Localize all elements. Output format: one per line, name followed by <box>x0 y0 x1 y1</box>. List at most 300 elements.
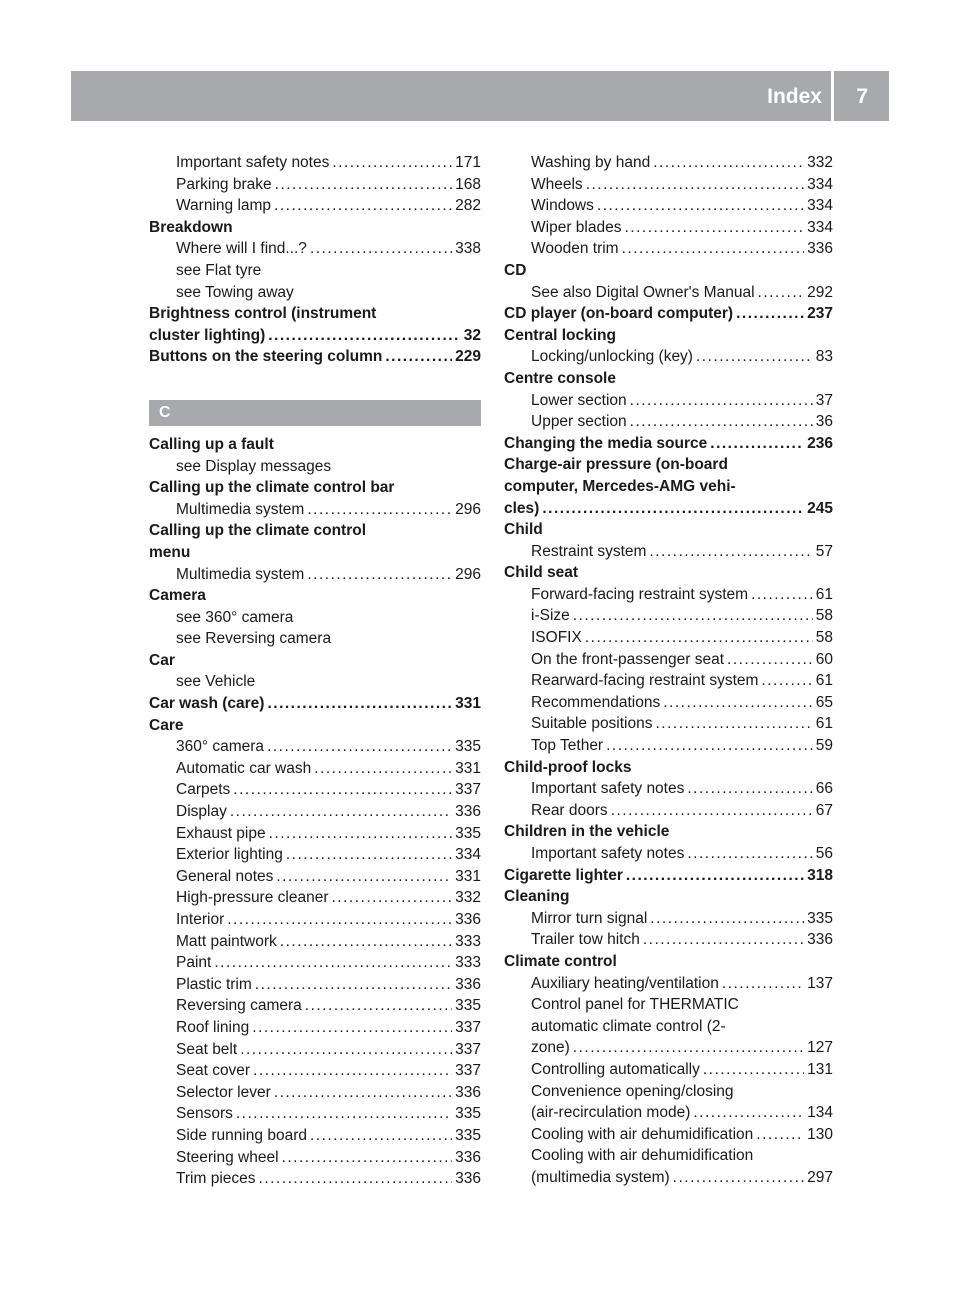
entry-text: Interior <box>176 911 225 928</box>
index-subentry-zone[interactable] <box>504 1037 833 1059</box>
entry-text: Charge-air pressure (on-board <box>504 456 728 474</box>
dot-leader <box>274 1082 452 1104</box>
dot-leader <box>227 909 452 931</box>
index-heading-charge-air-pressure-on-board <box>504 454 833 476</box>
page-reference[interactable]: 67 <box>815 801 833 819</box>
entry-text: Locking/unlocking (key) <box>531 348 693 366</box>
page-reference[interactable]: 332 <box>455 889 481 907</box>
page-reference[interactable]: 245 <box>807 499 833 517</box>
index-subentry-high-pressure-cleaner[interactable] <box>149 887 481 909</box>
dot-leader <box>259 1168 453 1190</box>
page-reference[interactable]: 56 <box>815 845 833 862</box>
page-reference[interactable]: 134 <box>807 1104 833 1122</box>
index-subentry-locking-unlocking-key[interactable] <box>504 346 833 368</box>
dot-leader <box>710 433 804 455</box>
page-reference[interactable]: 318 <box>807 866 833 884</box>
entry-text: menu <box>149 543 191 561</box>
index-subentry-windows[interactable] <box>504 195 833 217</box>
index-subentry-lower-section[interactable] <box>504 390 833 412</box>
entry-text: see 360° camera <box>176 608 294 626</box>
dot-leader <box>761 670 812 692</box>
index-heading-climate-control <box>504 951 833 973</box>
entry-text: see Vehicle <box>176 673 256 691</box>
entry-text: Trailer tow hitch <box>531 931 640 949</box>
entry-text: Climate control <box>504 952 617 970</box>
page-reference[interactable]: 333 <box>455 954 481 972</box>
page-reference[interactable]: 336 <box>807 931 833 949</box>
page-reference[interactable]: 336 <box>455 803 481 821</box>
entry-text: Trim pieces <box>176 1170 256 1188</box>
entry-text: see Reversing camera <box>176 630 332 648</box>
page-reference[interactable]: 61 <box>815 672 833 690</box>
index-heading-brightness-control-instrument <box>149 303 481 325</box>
index-subentry-restraint-system[interactable] <box>504 541 833 563</box>
index-subentry-automatic-climate-control-2 <box>504 1016 833 1038</box>
dot-leader <box>310 238 452 260</box>
page-reference[interactable]: 131 <box>807 1060 833 1078</box>
index-subentry-important-safety-notes[interactable] <box>504 843 833 865</box>
entry-text: cluster lighting) <box>149 326 266 344</box>
index-subentry-see-360-camera <box>149 607 481 629</box>
dot-leader <box>611 800 813 822</box>
page-reference[interactable]: 130 <box>807 1125 833 1143</box>
page-reference[interactable]: 66 <box>815 780 833 798</box>
entry-text: Upper section <box>531 413 627 431</box>
dot-leader <box>252 1017 452 1039</box>
index-subentry-recommendations[interactable] <box>504 692 833 714</box>
page-reference[interactable]: 296 <box>455 500 481 518</box>
entry-text: Automatic car wash <box>176 759 312 777</box>
page-reference[interactable]: 335 <box>455 824 481 842</box>
entry-text: see Towing away <box>176 283 294 301</box>
index-subentry-i-size[interactable] <box>504 605 833 627</box>
page-number: 7 <box>856 85 868 108</box>
entry-text: Parking brake <box>176 175 272 193</box>
index-subentry-on-the-front-passenger-seat[interactable] <box>504 649 833 671</box>
dot-leader <box>751 584 813 606</box>
index-subentry-reversing-camera[interactable] <box>149 995 481 1017</box>
dot-leader <box>332 152 452 174</box>
entry-text: Wheels <box>531 175 583 193</box>
entry-text: Important safety notes <box>176 154 330 171</box>
entry-text: Mirror turn signal <box>531 909 648 927</box>
dot-leader <box>214 952 452 974</box>
index-subentry-matt-paintwork[interactable] <box>149 931 481 953</box>
dot-leader <box>663 692 813 714</box>
index-heading-cd-player-on-board-computer[interactable] <box>504 303 833 325</box>
index-heading-calling-up-a-fault <box>149 434 481 456</box>
index-heading-menu <box>149 542 481 564</box>
entry-text: Carpets <box>176 781 231 799</box>
index-subentry-display[interactable] <box>149 801 481 823</box>
index-subentry-wheels[interactable] <box>504 174 833 196</box>
page-reference[interactable]: 236 <box>807 434 833 452</box>
entry-text: Calling up the climate control bar <box>149 479 395 497</box>
index-subentry-forward-facing-restraint-system[interactable] <box>504 584 833 606</box>
dot-leader <box>653 152 804 174</box>
dot-leader <box>267 736 452 758</box>
page-reference[interactable]: 297 <box>807 1168 833 1186</box>
index-subentry-360-camera[interactable] <box>149 736 481 758</box>
page-reference[interactable]: 333 <box>455 932 481 950</box>
index-subentry-auxiliary-heating-ventilation[interactable] <box>504 973 833 995</box>
entry-text: CD <box>504 261 527 279</box>
dot-leader <box>267 693 452 715</box>
entry-text: General notes <box>176 867 274 885</box>
page-reference[interactable]: 336 <box>455 975 481 993</box>
index-subentry-see-also-digital-owner-s-manual[interactable] <box>504 282 833 304</box>
index-subentry-top-tether[interactable] <box>504 735 833 757</box>
entry-text: Calling up the climate control <box>149 522 367 540</box>
index-subentry-convenience-opening-closing <box>504 1081 833 1103</box>
index-heading-breakdown <box>149 217 481 239</box>
index-heading-cigarette-lighter[interactable] <box>504 865 833 887</box>
index-subentry-seat-cover[interactable] <box>149 1060 481 1082</box>
entry-text: Child-proof locks <box>504 758 632 776</box>
entry-text: Cooling with air dehumidification <box>531 1125 754 1143</box>
dot-leader <box>585 627 813 649</box>
entry-text: Roof lining <box>176 1018 250 1036</box>
dot-leader <box>736 303 804 325</box>
index-subentry-washing-by-hand[interactable] <box>504 152 833 174</box>
entry-text: Recommendations <box>531 693 661 711</box>
entry-text: computer, Mercedes-AMG vehi- <box>504 477 736 495</box>
entry-text: see Display messages <box>176 457 332 475</box>
index-subentry-wiper-blades[interactable] <box>504 217 833 239</box>
index-subentry-see-reversing-camera <box>149 628 481 650</box>
entry-text: Child <box>504 521 543 539</box>
entry-text: Brightness control (instrument <box>149 305 377 323</box>
entry-text: Selector lever <box>176 1083 271 1101</box>
entry-text: Wooden trim <box>531 240 619 258</box>
page-reference[interactable]: 331 <box>455 759 481 777</box>
index-subentry-interior[interactable] <box>149 909 481 931</box>
page-reference[interactable]: 336 <box>807 240 833 258</box>
entry-text: Forward-facing restraint system <box>531 585 749 603</box>
entry-text: Exhaust pipe <box>176 824 266 842</box>
dot-leader <box>597 195 804 217</box>
index-subentry-selector-lever[interactable] <box>149 1082 481 1104</box>
index-subentry-rear-doors[interactable] <box>504 800 833 822</box>
entry-text: see Flat tyre <box>176 261 262 279</box>
page-reference[interactable]: 336 <box>455 1083 481 1101</box>
page-reference[interactable]: 36 <box>815 413 833 431</box>
entry-text: Calling up a fault <box>149 435 274 453</box>
index-heading-cleaning <box>504 886 833 908</box>
page-reference[interactable]: 332 <box>807 154 833 171</box>
page-reference[interactable]: 229 <box>455 348 481 366</box>
entry-text: Wiper blades <box>531 218 622 236</box>
page-reference[interactable]: 336 <box>455 911 481 928</box>
page-reference[interactable]: 335 <box>455 738 481 756</box>
index-column-left <box>149 152 481 1190</box>
entry-text: Top Tether <box>531 737 604 755</box>
dot-leader <box>626 865 804 887</box>
entry-text: Cleaning <box>504 888 570 906</box>
entry-text: Warning lamp <box>176 197 272 215</box>
page-reference[interactable]: 32 <box>463 326 481 344</box>
dot-leader <box>696 346 813 368</box>
index-subentry-air-recirculation-mode[interactable] <box>504 1102 833 1124</box>
dot-leader <box>385 346 452 368</box>
entry-text: i-Size <box>531 607 570 625</box>
index-subentry-see-display-messages <box>149 456 481 478</box>
entry-text: Central locking <box>504 326 616 344</box>
page-reference[interactable]: 59 <box>815 737 833 755</box>
entry-text: Lower section <box>531 391 627 409</box>
dot-leader <box>269 823 453 845</box>
entry-text: Steering wheel <box>176 1148 279 1166</box>
index-subentry-wooden-trim[interactable] <box>504 238 833 260</box>
page-reference[interactable]: 57 <box>815 542 833 560</box>
dot-leader <box>307 499 452 521</box>
page-reference[interactable]: 337 <box>455 781 481 799</box>
dot-leader <box>606 735 813 757</box>
dot-leader <box>693 1102 804 1124</box>
dot-leader <box>722 973 804 995</box>
entry-text: Seat belt <box>176 1040 238 1058</box>
entry-text: See also Digital Owner's Manual <box>531 283 755 301</box>
page-reference[interactable]: 336 <box>455 1170 481 1188</box>
entry-text: Rear doors <box>531 801 608 819</box>
page-reference[interactable]: 335 <box>455 1126 481 1144</box>
entry-text: CD player (on-board computer) <box>504 305 734 323</box>
index-subentry-isofix[interactable] <box>504 627 833 649</box>
index-heading-computer-mercedes-amg-vehi <box>504 476 833 498</box>
dot-leader <box>649 541 812 563</box>
index-heading-car <box>149 650 481 672</box>
entry-text: Sensors <box>176 1105 233 1123</box>
index-subentry-control-panel-for-thermatic <box>504 994 833 1016</box>
entry-text: Multimedia system <box>176 500 305 518</box>
index-subentry-see-towing-away <box>149 282 481 304</box>
entry-text: On the front-passenger seat <box>531 650 725 668</box>
entry-text: Auxiliary heating/ventilation <box>531 974 719 992</box>
page-reference[interactable]: 334 <box>807 197 833 215</box>
index-subentry-sensors[interactable] <box>149 1103 481 1125</box>
entry-text: Seat cover <box>176 1062 251 1080</box>
dot-leader <box>573 1037 804 1059</box>
index-subentry-paint[interactable] <box>149 952 481 974</box>
page-reference[interactable]: 334 <box>807 218 833 236</box>
index-subentry-parking-brake[interactable] <box>149 174 481 196</box>
entry-text: Where will I find...? <box>176 240 307 258</box>
index-subentry-exhaust-pipe[interactable] <box>149 823 481 845</box>
index-heading-cles[interactable] <box>504 498 833 520</box>
entry-text: Rearward-facing restraint system <box>531 672 759 690</box>
dot-leader <box>573 605 813 627</box>
page-reference[interactable]: 282 <box>455 197 481 215</box>
page-reference[interactable]: 60 <box>815 650 833 668</box>
index-heading-changing-the-media-source[interactable] <box>504 433 833 455</box>
dot-leader <box>756 1124 804 1146</box>
dot-leader <box>314 758 452 780</box>
page-reference[interactable]: 331 <box>455 695 481 713</box>
section-spacer <box>149 368 481 400</box>
index-heading-buttons-on-the-steering-column[interactable] <box>149 346 481 368</box>
page-reference[interactable]: 137 <box>807 974 833 992</box>
dot-leader <box>586 174 804 196</box>
page-reference[interactable]: 338 <box>455 240 481 258</box>
index-subentry-important-safety-notes[interactable] <box>149 152 481 174</box>
index-subentry-suitable-positions[interactable] <box>504 713 833 735</box>
dot-leader <box>307 564 452 586</box>
index-subentry-trailer-tow-hitch[interactable] <box>504 929 833 951</box>
index-heading-child-seat <box>504 562 833 584</box>
index-column-right <box>504 152 833 1189</box>
page-reference[interactable]: 237 <box>807 305 833 323</box>
header-bar <box>71 71 889 121</box>
index-heading-calling-up-the-climate-control-bar <box>149 477 481 499</box>
entry-text: Convenience opening/closing <box>531 1082 734 1100</box>
dot-leader <box>240 1039 452 1061</box>
index-subentry-controlling-automatically[interactable] <box>504 1059 833 1081</box>
page-reference[interactable]: 37 <box>815 391 833 409</box>
index-subentry-see-flat-tyre <box>149 260 481 282</box>
index-subentry-see-vehicle <box>149 671 481 693</box>
index-heading-care <box>149 715 481 737</box>
entry-text: Restraint system <box>531 542 647 560</box>
entry-text: Display <box>176 803 227 821</box>
index-subentry-exterior-lighting[interactable] <box>149 844 481 866</box>
index-subentry-side-running-board[interactable] <box>149 1125 481 1147</box>
entry-text: Exterior lighting <box>176 846 283 864</box>
page-reference[interactable]: 337 <box>455 1062 481 1080</box>
dot-leader <box>673 1167 804 1189</box>
index-subentry-multimedia-system[interactable] <box>504 1167 833 1189</box>
index-heading-centre-console <box>504 368 833 390</box>
page-reference[interactable]: 292 <box>807 283 833 301</box>
entry-text: Important safety notes <box>531 780 685 798</box>
index-heading-child <box>504 519 833 541</box>
index-heading-cluster-lighting[interactable] <box>149 325 481 347</box>
entry-text: Cigarette lighter <box>504 866 623 884</box>
entry-text: cles) <box>504 499 540 517</box>
index-subentry-carpets[interactable] <box>149 779 481 801</box>
index-heading-cd <box>504 260 833 282</box>
page-reference[interactable]: 127 <box>807 1039 833 1057</box>
page-reference[interactable]: 335 <box>455 997 481 1015</box>
entry-text: zone) <box>531 1039 570 1057</box>
dot-leader <box>542 498 804 520</box>
index-heading-calling-up-the-climate-control <box>149 520 481 542</box>
entry-text: Paint <box>176 954 212 972</box>
page-reference[interactable]: 171 <box>455 154 481 171</box>
index-subentry-steering-wheel[interactable] <box>149 1147 481 1169</box>
entry-text: ISOFIX <box>531 629 582 647</box>
page-reference[interactable]: 331 <box>455 867 481 885</box>
index-subentry-where-will-i-find[interactable] <box>149 238 481 260</box>
entry-text: Children in the vehicle <box>504 823 670 841</box>
dot-leader <box>687 778 812 800</box>
index-subentry-trim-pieces[interactable] <box>149 1168 481 1190</box>
entry-text: Centre console <box>504 369 616 387</box>
entry-text: Plastic trim <box>176 975 252 993</box>
index-heading-central-locking <box>504 325 833 347</box>
entry-text: Windows <box>531 197 594 215</box>
index-subentry-seat-belt[interactable] <box>149 1039 481 1061</box>
page-reference[interactable]: 168 <box>455 175 481 193</box>
index-subentry-cooling-with-air-dehumidification <box>504 1145 833 1167</box>
entry-text: Car <box>149 651 175 669</box>
dot-leader <box>703 1059 804 1081</box>
page-reference[interactable]: 337 <box>455 1018 481 1036</box>
entry-text: (air-recirculation mode) <box>531 1104 691 1122</box>
page-reference[interactable]: 335 <box>807 909 833 927</box>
index-heading-child-proof-locks <box>504 757 833 779</box>
index-subentry-roof-lining[interactable] <box>149 1017 481 1039</box>
index-subentry-cooling-with-air-dehumidification[interactable] <box>504 1124 833 1146</box>
index-subentry-plastic-trim[interactable] <box>149 974 481 996</box>
page-reference[interactable]: 335 <box>455 1105 481 1123</box>
entry-text: Cooling with air dehumidification <box>531 1147 754 1165</box>
entry-text: Side running board <box>176 1126 307 1144</box>
entry-text: Breakdown <box>149 218 233 236</box>
index-subentry-multimedia-system[interactable] <box>149 564 481 586</box>
dot-leader <box>622 238 805 260</box>
page-reference[interactable]: 61 <box>815 585 833 603</box>
entry-text: Control panel for THERMATIC <box>531 996 739 1014</box>
entry-text: Multimedia system <box>176 565 305 583</box>
entry-text: Reversing camera <box>176 997 302 1015</box>
index-heading-car-wash-care[interactable] <box>149 693 481 715</box>
entry-text: Child seat <box>504 564 579 582</box>
page-reference[interactable]: 65 <box>815 693 833 711</box>
page-reference[interactable]: 334 <box>807 175 833 193</box>
page-reference[interactable]: 334 <box>455 846 481 864</box>
entry-text: Care <box>149 716 184 734</box>
dot-leader <box>286 844 452 866</box>
entry-text: automatic climate control (2- <box>531 1017 726 1035</box>
dot-leader <box>230 801 452 823</box>
index-subentry-warning-lamp[interactable] <box>149 195 481 217</box>
index-heading-camera <box>149 585 481 607</box>
entry-text: Important safety notes <box>531 845 685 862</box>
page-reference[interactable]: 336 <box>455 1148 481 1166</box>
page-reference[interactable]: 296 <box>455 565 481 583</box>
dot-leader <box>310 1125 452 1147</box>
dot-leader <box>630 390 813 412</box>
dot-leader <box>687 843 812 865</box>
dot-leader <box>758 282 805 304</box>
entry-text: Buttons on the steering column <box>149 348 383 366</box>
index-subentry-upper-section[interactable] <box>504 411 833 433</box>
index-subentry-general-notes[interactable] <box>149 866 481 888</box>
index-subentry-rearward-facing-restraint-system[interactable] <box>504 670 833 692</box>
index-subentry-automatic-car-wash[interactable] <box>149 758 481 780</box>
page-title: Index <box>767 85 822 108</box>
entry-text: Washing by hand <box>531 154 651 171</box>
page-reference[interactable]: 58 <box>815 607 833 625</box>
page-reference[interactable]: 83 <box>815 348 833 366</box>
dot-leader <box>643 929 804 951</box>
index-subentry-important-safety-notes[interactable] <box>504 778 833 800</box>
dot-leader <box>280 931 452 953</box>
page-reference[interactable]: 58 <box>815 629 833 647</box>
dot-leader <box>276 866 452 888</box>
dot-leader <box>656 713 813 735</box>
entry-text: Matt paintwork <box>176 932 277 950</box>
dot-leader <box>233 779 452 801</box>
index-subentry-multimedia-system[interactable] <box>149 499 481 521</box>
page-reference[interactable]: 337 <box>455 1040 481 1058</box>
entry-text: Camera <box>149 587 206 605</box>
index-subentry-mirror-turn-signal[interactable] <box>504 908 833 930</box>
dot-leader <box>630 411 813 433</box>
index-heading-children-in-the-vehicle <box>504 821 833 843</box>
header-divider <box>831 71 834 121</box>
page-reference[interactable]: 61 <box>815 715 833 733</box>
